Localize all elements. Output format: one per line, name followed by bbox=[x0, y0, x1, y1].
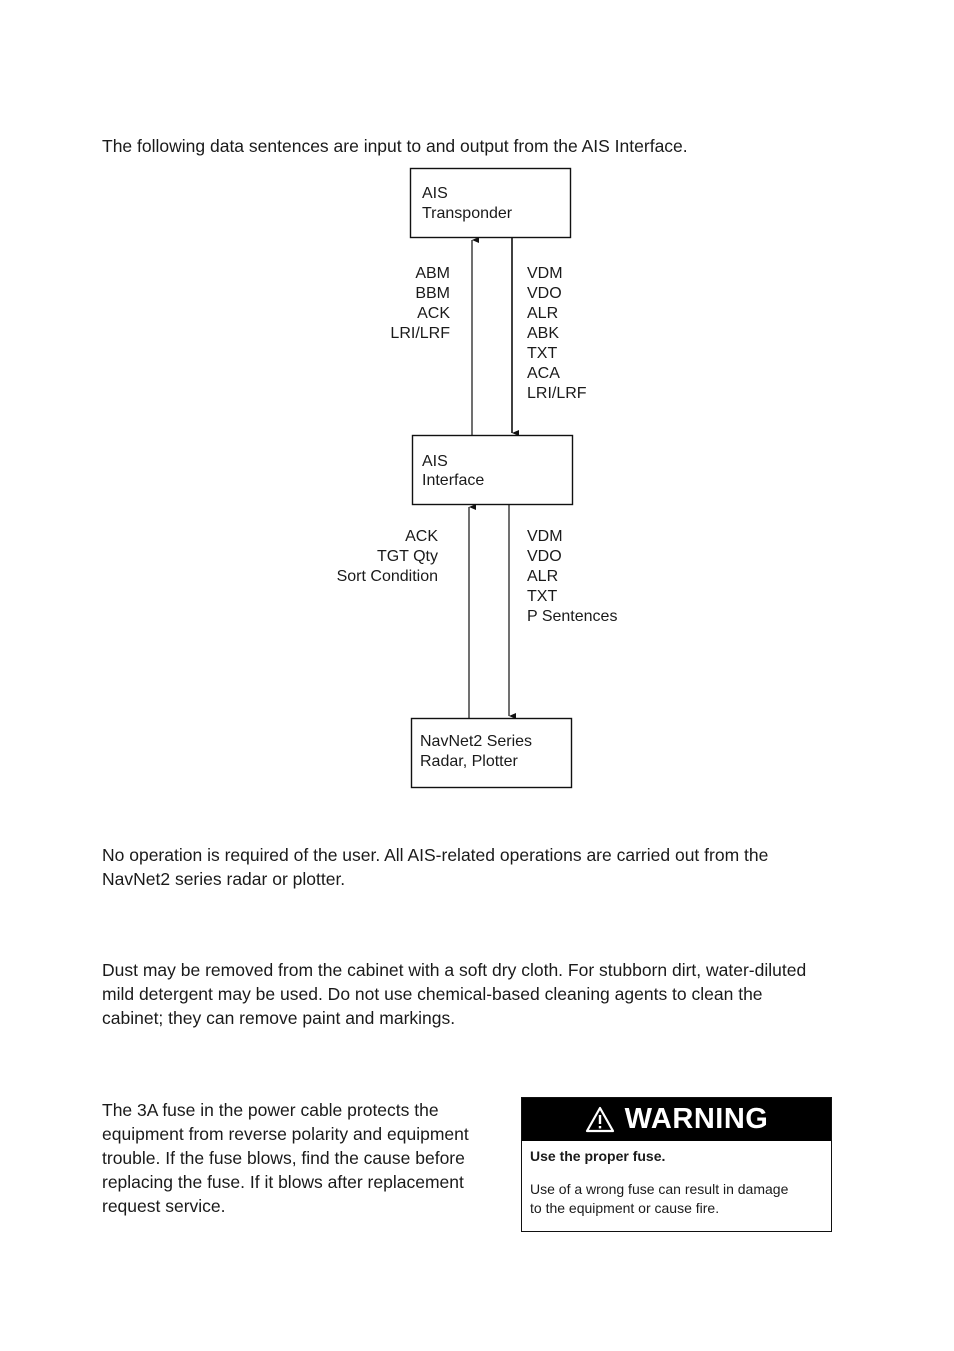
upper-left-sentence: ACK bbox=[417, 305, 450, 322]
interface-box bbox=[413, 436, 573, 505]
interface-label-2: Interface bbox=[422, 472, 485, 489]
operation-line-1: No operation is required of the user. All AIS-related operations are carried out from the bbox=[102, 845, 769, 865]
warning-body-line-1: Use of a wrong fuse can result in damage bbox=[530, 1181, 789, 1197]
transponder-box bbox=[411, 169, 571, 238]
lower-right-sentence: TXT bbox=[527, 588, 558, 605]
upper-left-sentences bbox=[390, 265, 450, 342]
upper-left-sentence: LRI/LRF bbox=[390, 325, 450, 342]
lower-right-sentence: VDO bbox=[527, 548, 562, 565]
operation-text bbox=[102, 843, 768, 891]
warning-box bbox=[521, 1097, 832, 1232]
fuse-text bbox=[102, 1098, 469, 1218]
upper-right-sentence: VDO bbox=[527, 285, 562, 302]
lower-right-sentence: ALR bbox=[527, 568, 559, 585]
maintenance-text bbox=[102, 958, 806, 1030]
fuse-line-5: request service. bbox=[102, 1196, 226, 1216]
interface-label-1: AIS bbox=[422, 453, 448, 470]
warning-body-line-2: to the equipment or cause fire. bbox=[530, 1200, 720, 1216]
lower-left-sentence: Sort Condition bbox=[336, 568, 438, 585]
upper-right-sentence: LRI/LRF bbox=[527, 385, 587, 402]
fuse-line-1: The 3A fuse in the power cable protects the bbox=[102, 1100, 439, 1120]
warning-triangle-icon bbox=[585, 1106, 615, 1133]
lower-right-sentence: P Sentences bbox=[527, 608, 618, 625]
maintenance-line-3: cabinet; they can remove paint and markings. bbox=[102, 1008, 456, 1028]
operation-line-2: NavNet2 series radar or plotter. bbox=[102, 869, 346, 889]
upper-right-sentences bbox=[527, 265, 587, 402]
upper-left-sentence: ABM bbox=[415, 265, 450, 282]
fuse-line-4: replacing the fuse. If it blows after replacement bbox=[102, 1172, 464, 1192]
fuse-line-3: trouble. If the fuse blows, find the cause before bbox=[102, 1148, 465, 1168]
transponder-label-1: AIS bbox=[422, 185, 448, 202]
fuse-line-2: equipment from reverse polarity and equipment bbox=[102, 1124, 469, 1144]
upper-right-sentence: ABK bbox=[527, 325, 560, 342]
maintenance-line-2: mild detergent may be used. Do not use chemical-based cleaning agents to clean the bbox=[102, 984, 763, 1004]
warning-header bbox=[522, 1098, 831, 1141]
maintenance-line-1: Dust may be removed from the cabinet with a soft dry cloth. For stubborn dirt, water-diluted bbox=[102, 960, 807, 980]
upper-left-sentence: BBM bbox=[415, 285, 450, 302]
intro-line: The following data sentences are input to and output from the AIS Interface. bbox=[102, 136, 688, 156]
upper-right-sentence: TXT bbox=[527, 345, 558, 362]
lower-right-sentence: VDM bbox=[527, 528, 563, 545]
lower-left-sentences bbox=[337, 528, 439, 585]
transponder-label-2: Transponder bbox=[422, 205, 513, 222]
upper-right-sentence: ALR bbox=[527, 305, 559, 322]
upper-right-sentence: VDM bbox=[527, 265, 563, 282]
warning-body bbox=[530, 1180, 831, 1218]
navnet-label-1: NavNet2 Series bbox=[420, 733, 533, 750]
warning-subtitle: Use the proper fuse. bbox=[530, 1148, 666, 1164]
lower-left-sentence: TGT Qty bbox=[376, 548, 438, 565]
lower-right-sentences bbox=[527, 528, 617, 625]
lower-left-sentence: ACK bbox=[405, 528, 438, 545]
upper-right-sentence: ACA bbox=[527, 365, 560, 382]
navnet-label-2: Radar, Plotter bbox=[420, 753, 518, 770]
warning-title: WARNING bbox=[624, 1103, 769, 1135]
